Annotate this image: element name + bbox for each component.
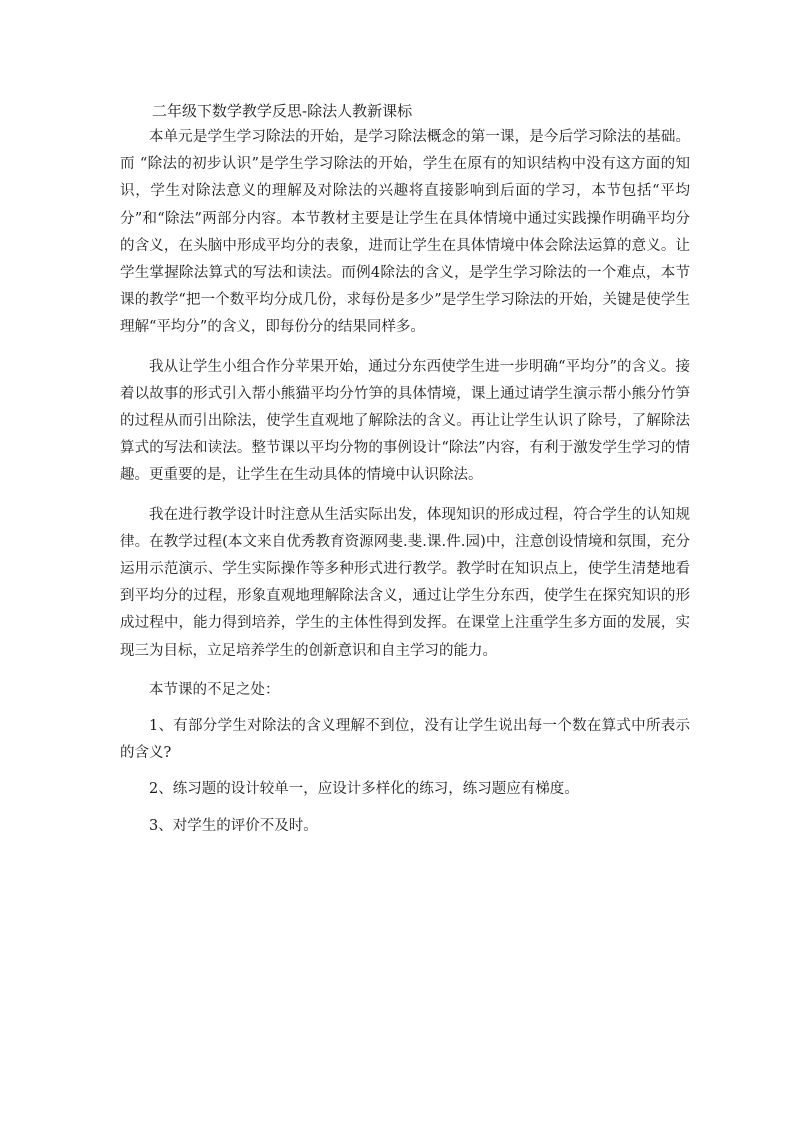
document-title: 二年级下数学教学反思-除法人教新课标 [152,102,413,120]
shortcoming-item-2: 2、练习题的设计较单一，应设计多样化的练习，练习题应有梯度。 [149,781,579,798]
shortcomings-heading: 本节课的不足之处： [149,681,280,698]
shortcoming-item-3: 3、对学生的评价不及时。 [149,817,318,834]
paragraph-lesson-process: 我从让学生小组合作分苹果开始，通过分东西使学生进一步明确“平均分”的含义。接着以故事的形式引入帮小熊猫平均分竹笋的具体情境，课上通过请学生演示帮小熊分竹笋的过程从而引出除法，使学生直观地了解除法的含义。再让让学生认识了除号，了解除法算式的写法和读法。整节课以平均分物的事例设计“除法”内容，有利于激发学生学习的情趣。更重要的是，让学生在生动具体的情境中认识除法。 [120,358,690,484]
paragraph-teaching-design: 我在进行教学设计时注意从生活实际出发，体现知识的形成过程，符合学生的认知规律。在教学过程(本文来自优秀教育资源网斐.斐.课.件.园)中，注意创设情境和氛围，充分运用示范演示、学生实际操作等多种形式进行教学。教学时在知识点上，使学生清楚地看到平均分的过程，形象直观地理解除法含义，通过让学生分东西，使学生在探究知识的形成过程中，能力得到培养，学生的主体性得到发挥。在课堂上注重学生多方面的发展，实现三为目标，立足培养学生的创新意识和自主学习的能力。 [120,506,690,659]
paragraph-intro: 本单元是学生学习除法的开始，是学习除法概念的第一课，是今后学习除法的基础。而 “除法的初步认识”是学生学习除法的开始，学生在原有的知识结构中没有这方面的知识，学生对除法意义的理解及对除法的兴趣将直接影响到后面的学习，本节包括“平均分”和“除法”两部分内容。本节教材主要是让学生在具体情境中通过实践操作明确平均分的含义，在头脑中形成平均分的表象，进而让学生在具体情境中体会除法运算的意义。让学生掌握除法算式的写法和读法。而例4除法的含义，是学生学习除法的一个难点，本节课的教学“把一个数平均分成几份，求每份是多少”是学生学习除法的开始，关键是使学生理解“平均分”的含义，即每份分的结果同样多。 [120,129,690,336]
shortcoming-item-1: 1、有部分学生对除法的含义理解不到位，没有让学生说出每一个数在算式中所表示的含义? [120,718,690,762]
document-body [120,124,690,840]
